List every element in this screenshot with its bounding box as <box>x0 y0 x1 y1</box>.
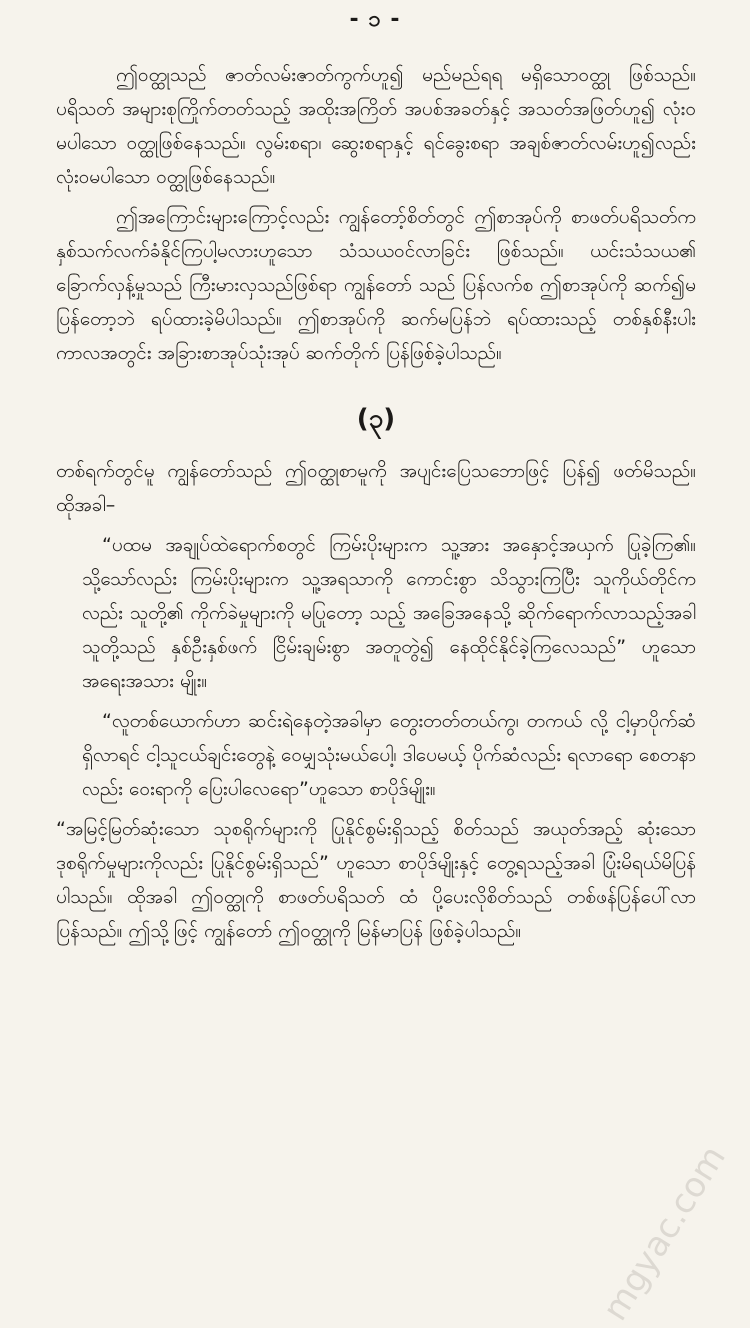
section-intro: တစ်ရက်တွင်မူ ကျွန်တော်သည် ဤဝတ္ထုစာမူကို အပျင်းပြေသဘောဖြင့် ပြန်၍ ဖတ်မိသည်။ ထိုအခါ– <box>56 460 696 516</box>
section-heading: (၃) <box>356 404 396 434</box>
paragraph-2: ဤအကြောင်းများကြောင့်လည်း ကျွန်တော့်စိတ်တွင် ဤစာအုပ်ကို စာဖတ်ပရိသတ်က နှစ်သက်လက်ခံနိုင်ကြပါ့မလားဟူသော သံသယဝင်လာခြင်း ဖြစ်သည်။ ယင်းသံသယ၏ ခြောက်လှန့်မှုသည် ကြီးမားလှသည်ဖြစ်ရာ ကျွန်တော် သည် ပြန်လက်စ ဤစာအုပ်ကို ဆက်၍မပြန်တော့ဘဲ ရပ်ထားခဲ့မိပါသည်။ ဤစာအုပ်ကို ဆက်မပြန်ဘဲ ရပ်ထားသည့် တစ်နှစ်နီးပါး ကာလအတွင်း အခြားစာအုပ်သုံးအုပ် ဆက်တိုက် ပြန်ဖြစ်ခဲ့ပါသည်။ <box>56 206 696 364</box>
page-number: - ၁ - <box>349 7 401 32</box>
body-text <box>56 58 696 954</box>
watermark: mgyac.com <box>595 1138 734 1328</box>
quote-2: “လူတစ်ယောက်ဟာ ဆင်းရဲနေတဲ့အခါမှာ တွေးတတ်တယ်ကွ၊ တကယ် လို့ ငါ့မှာပိုက်ဆံရှိလာရင် ငါ့သူငယ်ချင်းတွေနဲ့ ဝေမျှသုံးမယ်ပေါ့၊ ဒါပေမယ့် ပိုက်ဆံလည်း ရလာရော စေတနာလည်း ဝေးရာကို ပြေးပါလေရော”ဟူသော စာပိုဒ်မျိုး။ <box>82 710 696 800</box>
quote-1: “ပထမ အချုပ်ထဲရောက်စတွင် ကြမ်းပိုးများက သူ့အား အနှောင့်အယှက် ပြုခဲ့ကြ၏။ သို့သော်လည်း ကြမ်းပိုးများက သူ့အရသာကို ကောင်းစွာ သိသွားကြပြီး သူကိုယ်တိုင်ကလည်း သူတို့၏ ကိုက်ခဲမှုများကို မပြုတော့ သည့် အခြေအနေသို့ ဆိုက်ရောက်လာသည့်အခါ သူတို့သည် နှစ်ဦးနှစ်ဖက် ငြိမ်းချမ်းစွာ အတူတွဲ၍ နေထိုင်နိုင်ခဲ့ကြလေသည်” ဟူသော အရေးအသား မျိုး။ <box>82 534 696 692</box>
quote-3: “အမြင့်မြတ်ဆုံးသော သုစရိုက်များကို ပြုနိုင်စွမ်းရှိသည့် စိတ်သည် အယုတ်အည့် ဆုံးသော ဒုစရိုက်မှုများကိုလည်း ပြုနိုင်စွမ်းရှိသည်” ဟူသော စာပိုဒ်မျိုးနှင့် တွေ့ရသည့်အခါ ပြုံးမိရယ်မိပြန်ပါသည်။ ထိုအခါ ဤဝတ္ထုကို စာဖတ်ပရိသတ် ထံ ပို့ပေးလိုစိတ်သည် တစ်ဖန်ပြန်ပေါ်လာပြန်သည်။ ဤသို့ဖြင့် ကျွန်တော် ဤဝတ္ထုကို မြန်မာပြန် ဖြစ်ခဲ့ပါသည်။ <box>56 818 696 942</box>
paragraph-1: ဤဝတ္ထုသည် ဇာတ်လမ်းဇာတ်ကွက်ဟူ၍ မည်မည်ရရ မရှိသောဝတ္ထု ဖြစ်သည်။ ပရိသတ် အများစုကြိုက်တတ်သည့် အထိုးအကြိတ် အပစ်အခတ်နှင့် အသတ်အဖြတ်ဟူ၍ လုံးဝမပါသော ဝတ္ထုဖြစ်နေသည်။ လွမ်းစရာ၊ ဆွေးစရာနှင့် ရင်ခွေးစရာ အချစ်ဇာတ်လမ်းဟူ၍လည်း လုံးဝမပါသော ဝတ္ထုဖြစ်နေသည်။ <box>56 64 696 188</box>
